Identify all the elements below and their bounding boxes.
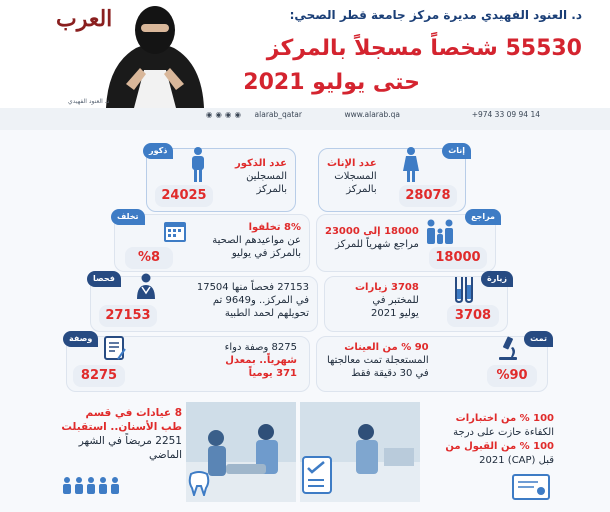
absent-card xyxy=(114,214,310,272)
prescriptions-label: 8275 وصفة دواء شهرياً.. بمعدل 371 يومياً xyxy=(224,342,297,379)
headline-line-1: 55530 شخصاً مسجلاً بالمركز xyxy=(266,36,582,61)
doctor-icon xyxy=(135,273,157,299)
males-card xyxy=(146,148,296,212)
contact-phone: +974 33 09 94 14 xyxy=(471,110,540,119)
visitors-number: 18000 xyxy=(429,247,487,269)
microscope-icon xyxy=(495,335,521,361)
dental-text: 8 عيادات في قسم طب الأسنان.. استقبلت 2251 مريضاً في الشهر الماضي xyxy=(61,407,182,461)
absent-number: %8 xyxy=(125,247,173,269)
male-figure-icon xyxy=(191,147,205,183)
prescriptions-card xyxy=(66,336,310,392)
lab-label: 3708 زيارات للمختبر في يوليو 2021 xyxy=(355,282,419,319)
visitors-tag: مراجع xyxy=(465,209,501,225)
visitors-card xyxy=(316,214,496,272)
exams-tag: فحصا xyxy=(87,271,121,287)
portrait-photo xyxy=(96,4,214,108)
samples-card xyxy=(316,336,548,392)
header xyxy=(0,0,610,128)
exams-number: 27153 xyxy=(99,305,157,327)
visitors-label: 18000 إلى 23000 مراجع شهرياً للمركز xyxy=(325,226,419,250)
absent-tag: تخلف xyxy=(111,209,145,225)
samples-label: 90 % من العينات المستعجلة تمت معالجتها في 30 دقيقة فقط xyxy=(327,342,429,379)
lab-card xyxy=(324,276,508,332)
family-icon xyxy=(425,219,455,245)
females-tag: إناث xyxy=(442,143,471,159)
contact-web: www.alarab.qa xyxy=(344,110,400,119)
photo-caption: د. العنود الفهيدي xyxy=(68,98,110,105)
tooth-icon xyxy=(188,470,210,496)
males-tag: ذكور xyxy=(143,143,173,159)
prescriptions-number: 8275 xyxy=(73,365,125,387)
males-label: عدد الذكور المسجلين بالمركز xyxy=(234,158,287,195)
samples-number: %90 xyxy=(487,365,537,387)
females-label: عدد الإناث المسجلات بالمركز xyxy=(327,158,377,195)
checklist-icon xyxy=(302,456,334,496)
female-figure-icon xyxy=(403,147,419,183)
prescriptions-tag: وصفة xyxy=(63,331,98,347)
social-icons: ◉◉◉◉ xyxy=(205,110,244,119)
brand-logo: العرب xyxy=(56,6,113,32)
headline-line-2: حتى يوليو 2021 xyxy=(243,70,420,95)
prescription-icon xyxy=(103,335,127,361)
absent-label: 8% تخلفوا عن مواعيدهم الصحية بالمركز في يوليو xyxy=(212,222,301,259)
certificate-icon xyxy=(512,474,550,500)
quality-text: 100 % من اختبارات الكفاءة حازت على درجة 100 % من القبول من قبل (CAP) 2021 xyxy=(445,413,554,466)
lab-tag: زيارة xyxy=(481,271,513,287)
females-number: 28078 xyxy=(399,185,457,207)
calendar-icon xyxy=(163,219,187,243)
contact-social: alarab_qatar xyxy=(254,110,302,119)
people-group-icon xyxy=(62,476,128,494)
males-number: 24025 xyxy=(155,185,213,207)
exams-card xyxy=(90,276,318,332)
exams-label: 27153 فحصاً منها 17504 في المركز.. و9649 تم تحويلهم لحمد الطبية xyxy=(196,282,309,319)
females-card xyxy=(318,148,466,212)
lab-tubes-icon xyxy=(451,275,477,303)
samples-tag: تمت xyxy=(524,331,553,347)
subtitle: د. العنود الفهيدي مديرة مركز جامعة قطر الصحي: xyxy=(289,8,582,22)
lab-number: 3708 xyxy=(447,305,499,327)
